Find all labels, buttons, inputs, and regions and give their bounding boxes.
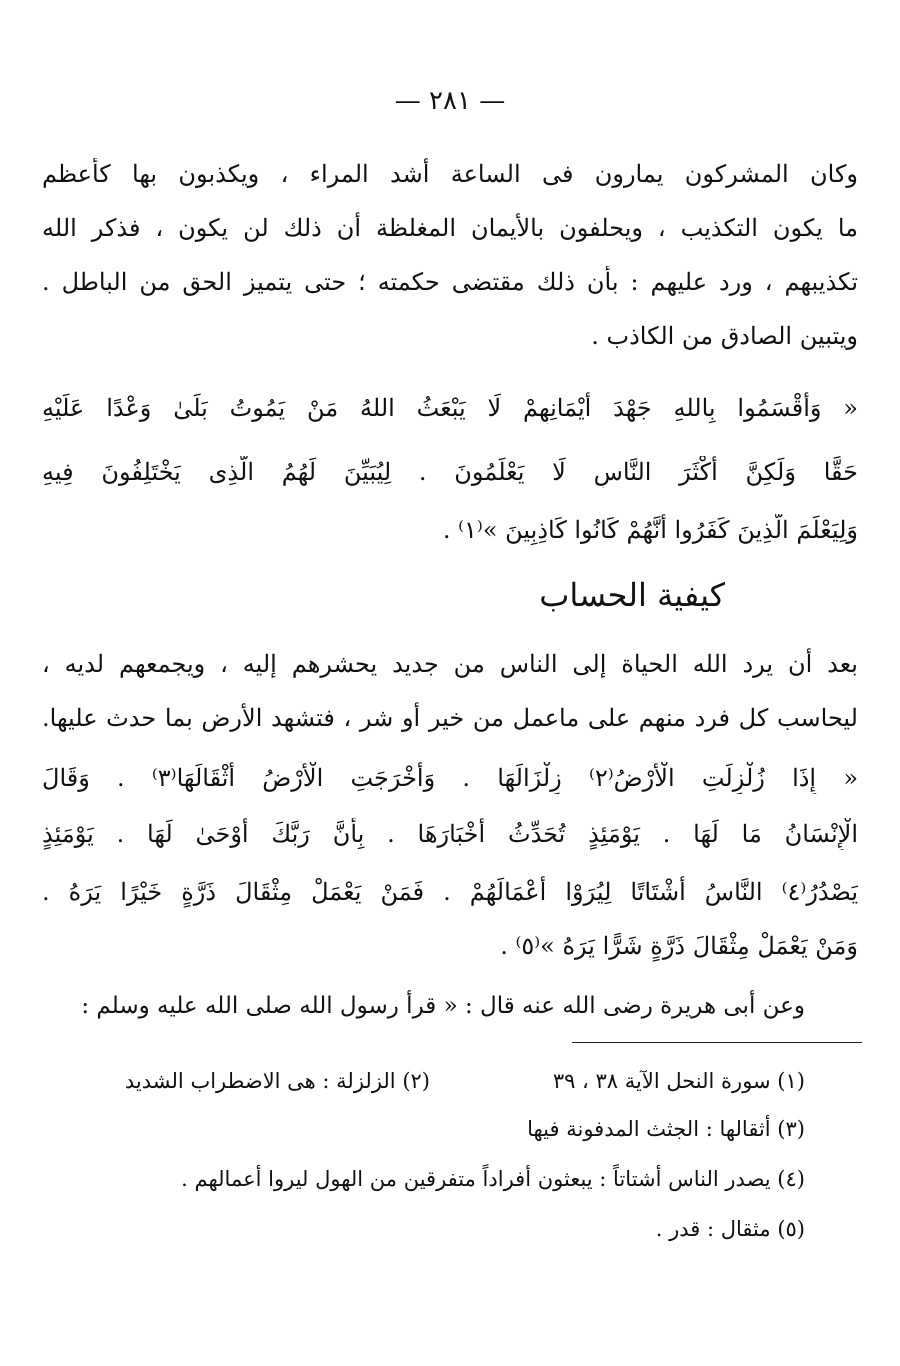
verse-line: يَصْدُرُ⁽٤⁾ النَّاسُ أَشْتَاتًا لِيُرَوْا أَعْمَالَهُمْ . فَمَنْ يَعْمَلْ مِثْقَالَ ذَرَّةٍ خَيْرًا يَرَهُ . [42,878,858,906]
verse-line: الْإِنْسَانُ مَا لَهَا . يَوْمَئِذٍ تُحَدِّثُ أَخْبَارَهَا . بِأَنَّ رَبَّكَ أَوْحَىٰ لَهَا . يَوْمَئِذٍ [42,820,858,848]
verse-line: « وَأَقْسَمُوا بِاللهِ جَهْدَ أَيْمَانِهِمْ لَا يَبْعَثُ اللهُ مَنْ يَمُوتُ بَلَىٰ وَعْدًا عَلَيْهِ [42,394,858,422]
paragraph-line: تكذيبهم ، ورد عليهم : بأن ذلك مقتضى حكمته ؛ حتى يتميز الحق من الباطل . [42,268,858,296]
verse-line: حَقًّا وَلَكِنَّ أَكْثَرَ النَّاسِ لَا يَعْلَمُونَ . لِيُبَيِّنَ لَهُمُ الَّذِى يَخْتَلِفُونَ فِيهِ [42,458,858,486]
page-number: — ٢٨١ — [394,86,506,116]
footnote-5: (٥) مثقال : قدر . [655,1217,805,1241]
verse-line: وَلِيَعْلَمَ الَّذِينَ كَفَرُوا أَنَّهُمْ كَانُوا كَاذِبِينَ »⁽١⁾ . [442,516,858,544]
section-heading: كيفية الحساب [539,576,725,614]
paragraph-line: ما يكون التكذيب ، ويحلفون بالأيمان المغلظة أن ذلك لن يكون ، فذكر الله [42,214,858,242]
paragraph-line: وكان المشركون يمارون فى الساعة أشد المراء ، ويكذبون بها كأعظم [42,160,858,188]
paragraph-line: بعد أن يرد الله الحياة إلى الناس من جديد يحشرهم إليه ، ويجمعهم لديه ، [42,650,858,678]
paragraph-line: ليحاسب كل فرد منهم على ماعمل من خير أو شر ، فتشهد الأرض بما حدث عليها. [42,704,858,732]
verse-line: « إِذَا زُلْزِلَتِ الْأَرْضُ⁽٢⁾ زِلْزَالَهَا . وَأَخْرَجَتِ الْأَرْضُ أَثْقَالَهَا⁽٣⁾ . وَقَالَ [42,764,858,792]
footnote-2: (٢) الزلزلة : هى الاضطراب الشديد [124,1069,430,1093]
footnote-3: (٣) أثقالها : الجثث المدفونة فيها [527,1117,805,1141]
verse-line: وَمَنْ يَعْمَلْ مِثْقَالَ ذَرَّةٍ شَرًّا يَرَهُ »⁽٥⁾ . [500,932,858,960]
footnote-divider [572,1042,862,1043]
footnote-4: (٤) يصدر الناس أشتاتاً : يبعثون أفراداً متفرقين من الهول ليروا أعمالهم . [181,1167,805,1191]
footnote-1: (١) سورة النحل الآية ٣٨ ، ٣٩ [552,1069,805,1093]
hadith-intro: وعن أبى هريرة رضى الله عنه قال : « قرأ رسول الله صلى الله عليه وسلم : [81,993,805,1019]
paragraph-line: ويتبين الصادق من الكاذب . [591,322,858,350]
